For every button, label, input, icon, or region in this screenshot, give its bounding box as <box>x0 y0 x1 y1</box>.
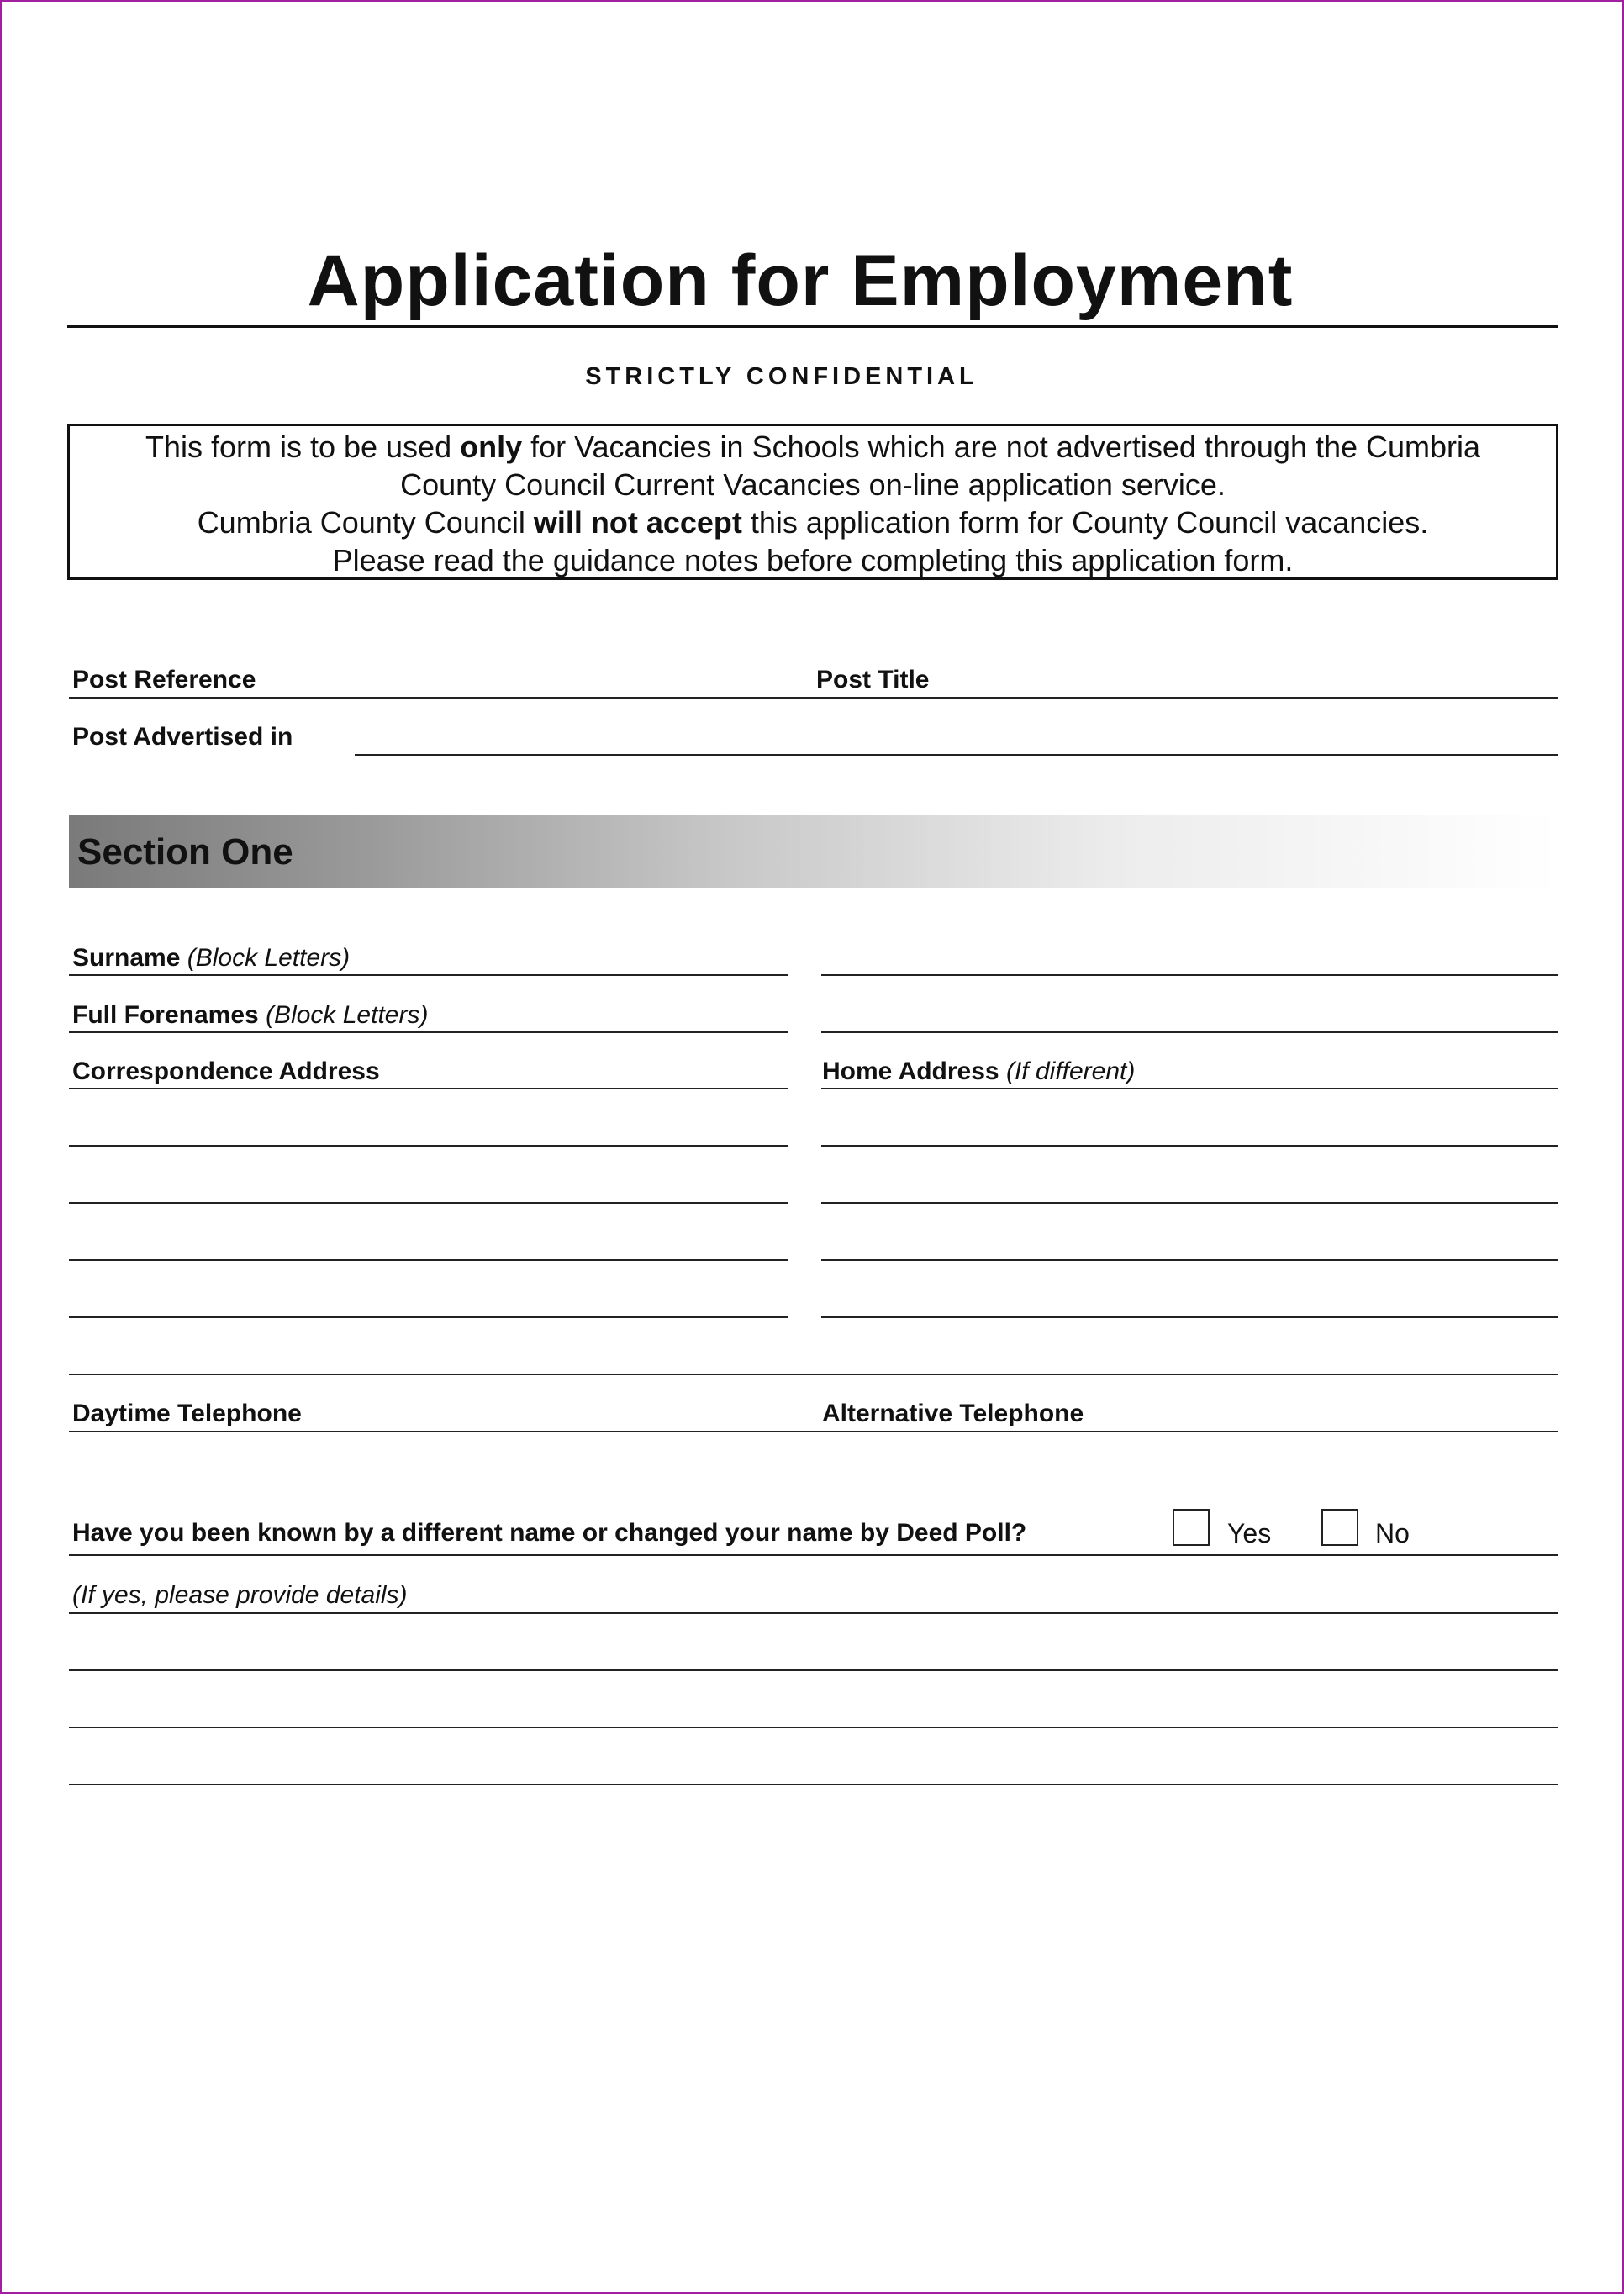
page-title: Application for Employment <box>307 240 1294 321</box>
title-underline <box>67 325 1558 328</box>
post-advertised-field[interactable] <box>355 754 1558 756</box>
correspondence-address-line-5[interactable] <box>69 1316 788 1318</box>
notice-line-1-start: This form is to be used <box>145 430 461 464</box>
no-checkbox[interactable] <box>1321 1509 1358 1546</box>
alternative-telephone-label: Alternative Telephone <box>822 1400 1084 1427</box>
surname-hint: (Block Letters) <box>187 944 351 972</box>
surname-label-line <box>69 974 788 976</box>
no-label: No <box>1375 1518 1410 1548</box>
notice-line-3-end: this application form for County Council vacancies. <box>741 505 1429 540</box>
home-address-label <box>822 1057 1135 1087</box>
forenames-label <box>72 1000 428 1031</box>
notice-line-2: County Council Current Vacancies on-line application service. <box>400 467 1226 502</box>
correspondence-address-line-3[interactable] <box>69 1202 788 1204</box>
confidential-notice: STRICTLY CONFIDENTIAL <box>585 363 978 390</box>
post-reference-label: Post Reference <box>72 666 256 693</box>
yes-label: Yes <box>1227 1518 1272 1548</box>
notice-emphasis-only: only <box>460 430 523 464</box>
correspondence-address-line-2[interactable] <box>69 1145 788 1147</box>
section-one-title: Section One <box>77 831 293 873</box>
post-title-label: Post Title <box>816 666 930 693</box>
name-change-details-hint: (If yes, please provide details) <box>72 1581 408 1609</box>
home-address-label-text: Home Address <box>822 1057 999 1085</box>
surname-label <box>72 943 350 973</box>
usage-notice-box <box>67 424 1558 580</box>
name-change-details-line-2[interactable] <box>69 1669 1558 1671</box>
home-address-line-5[interactable] <box>821 1316 1558 1318</box>
notice-line-3-start: Cumbria County Council <box>197 505 534 540</box>
forenames-hint: (Block Letters) <box>266 1001 429 1029</box>
forenames-field[interactable] <box>821 1031 1558 1033</box>
forenames-label-line <box>69 1031 788 1033</box>
name-change-details-line-3[interactable] <box>69 1727 1558 1728</box>
section-one-header <box>69 815 1558 888</box>
surname-field[interactable] <box>821 974 1558 976</box>
surname-label-text: Surname <box>72 944 181 972</box>
name-change-question: Have you been known by a different name or changed your name by Deed Poll? <box>72 1519 1027 1547</box>
post-advertised-label: Post Advertised in <box>72 723 293 751</box>
home-address-line-1[interactable] <box>821 1088 1558 1089</box>
address-postcode-line[interactable] <box>69 1374 1558 1375</box>
name-change-line <box>69 1554 1558 1556</box>
notice-emphasis-will-not-accept: will not accept <box>533 505 742 540</box>
post-reference-title-field[interactable] <box>69 697 1558 699</box>
correspondence-address-line-4[interactable] <box>69 1259 788 1261</box>
notice-line-1 <box>70 428 1556 466</box>
home-address-line-2[interactable] <box>821 1145 1558 1147</box>
home-address-hint: (If different) <box>1005 1057 1136 1085</box>
notice-line-4: Please read the guidance notes before completing this application form. <box>332 543 1294 577</box>
name-change-details-line-4[interactable] <box>69 1784 1558 1785</box>
yes-checkbox[interactable] <box>1173 1509 1210 1546</box>
forenames-label-text: Full Forenames <box>72 1001 259 1029</box>
home-address-line-4[interactable] <box>821 1259 1558 1261</box>
name-change-details-line-1[interactable] <box>69 1612 1558 1614</box>
telephone-fields-line[interactable] <box>69 1431 1558 1432</box>
notice-line-1-end: for Vacancies in Schools which are not advertised through the Cumbria <box>522 430 1481 464</box>
correspondence-address-line-1[interactable] <box>69 1088 788 1089</box>
home-address-line-3[interactable] <box>821 1202 1558 1204</box>
daytime-telephone-label: Daytime Telephone <box>72 1400 302 1427</box>
notice-line-3 <box>70 504 1556 541</box>
correspondence-address-label: Correspondence Address <box>72 1057 380 1085</box>
